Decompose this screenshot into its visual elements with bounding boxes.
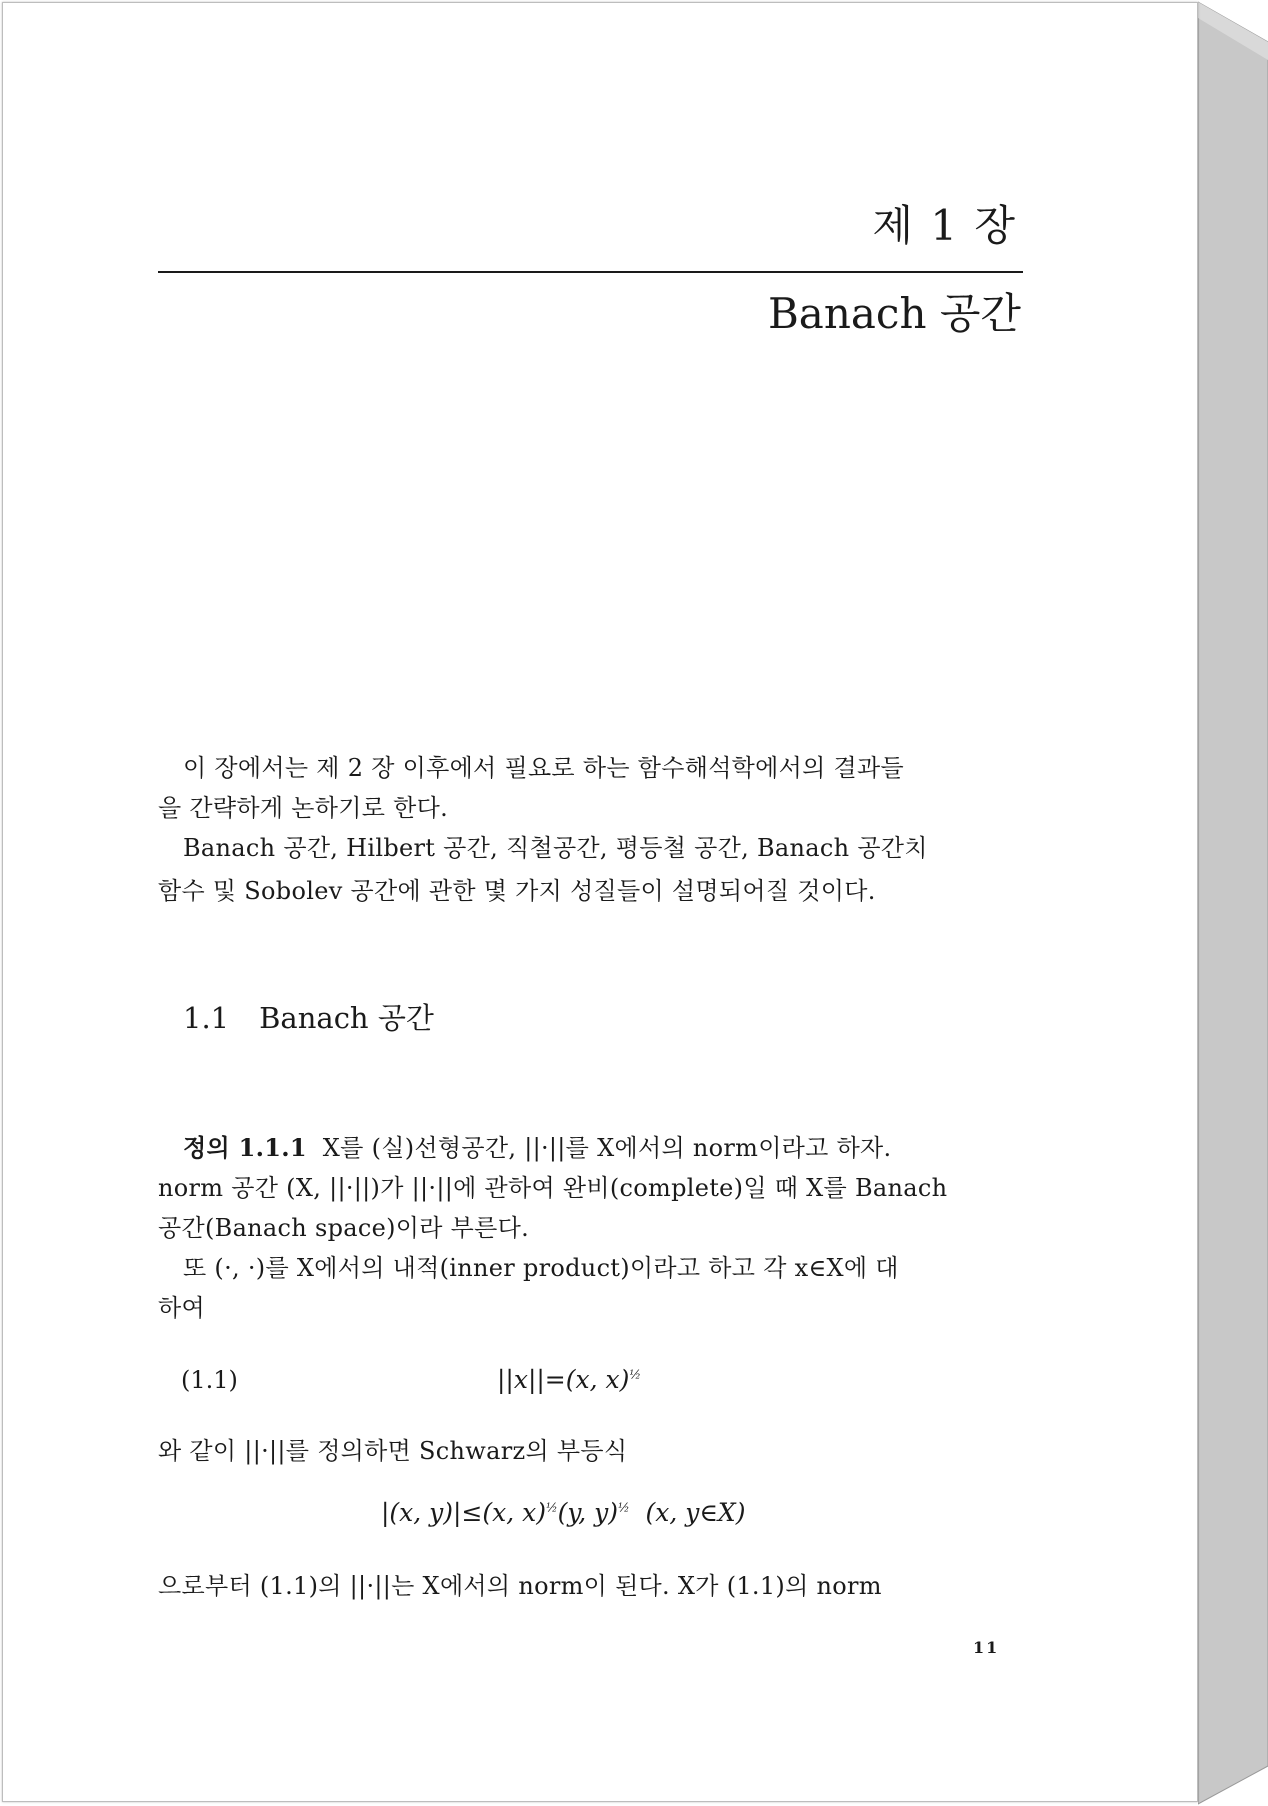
page-number: 11	[973, 1638, 1000, 1657]
section-title: Banach 공간	[259, 1001, 434, 1035]
section-heading	[183, 996, 434, 1037]
chapter-number: 제 1 장	[872, 201, 1017, 250]
section-number: 1.1	[183, 1001, 230, 1035]
definition-line-4: 또 (·, ·)를 X에서의 내적(inner product)이라고 하고 각 x∈X에 대	[183, 1254, 899, 1282]
intro-line-3: Banach 공간, Hilbert 공간, 직철공간, 평등철 공간, Banach 공간치	[183, 834, 928, 862]
intro-line-1: 이 장에서는 제 2 장 이후에서 필요로 하는 함수해석학에서의 결과들	[183, 754, 904, 782]
equation-2-part-2: (y, y)	[557, 1498, 618, 1527]
equation-2-part-3: (x, y∈X)	[629, 1498, 746, 1527]
definition-line-3: 공간(Banach space)이라 부른다.	[158, 1214, 530, 1242]
definition-line-2: norm 공간 (X, ||·||)가 ||·||에 관하여 완비(complete)일 때 X를 Banach	[158, 1174, 948, 1202]
intro-line-4: 함수 및 Sobolev 공간에 관한 몇 가지 성질들이 설명되어질 것이다.	[158, 877, 876, 905]
equation-1-exponent: ½	[629, 1367, 641, 1382]
definition-label: 정의 1.1.1	[183, 1133, 307, 1162]
equation-1-body: ||x||=(x, x)	[497, 1365, 630, 1394]
equation-1-label: (1.1)	[181, 1366, 238, 1394]
definition-line-5: 하여	[158, 1294, 205, 1322]
intro-line-2: 을 간략하게 논하기로 한다.	[158, 794, 449, 822]
definition-line-1	[183, 1128, 891, 1168]
chapter-rule	[158, 271, 1023, 273]
after-equation-1: 와 같이 ||·||를 정의하면 Schwarz의 부등식	[158, 1437, 628, 1465]
after-equation-2: 으로부터 (1.1)의 ||·||는 X에서의 norm이 된다. X가 (1.1)의 norm	[158, 1572, 882, 1600]
book-side-edge	[1198, 0, 1268, 1806]
chapter-title: Banach 공간	[767, 289, 1021, 338]
equation-2-exponent-2: ½	[617, 1500, 630, 1515]
equation-2	[381, 1498, 745, 1527]
equation-1	[497, 1365, 641, 1394]
definition-line-1-text: X를 (실)선형공간, ||·||를 X에서의 norm이라고 하자.	[322, 1134, 892, 1162]
equation-2-exponent-1: ½	[546, 1500, 558, 1515]
equation-2-part-1: |(x, y)|≤(x, x)	[381, 1498, 547, 1527]
book-page	[2, 2, 1198, 1802]
